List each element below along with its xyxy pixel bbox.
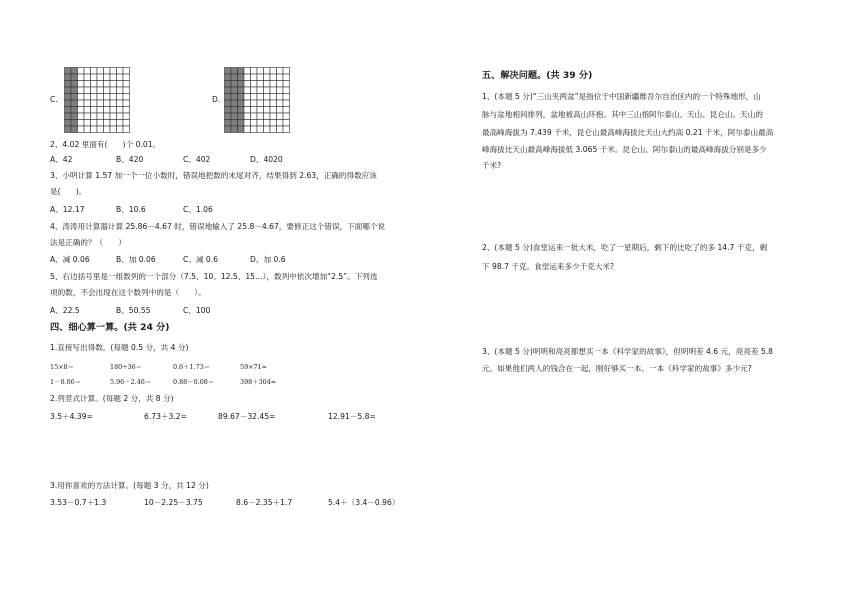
mental-math-item: 1－0.06＝ <box>50 378 82 386</box>
problem2-line: 下 98.7 千克。食堂运来多少千克大米? <box>482 262 615 271</box>
grid-cell <box>244 94 251 101</box>
section5-title: 五、解决问题。(共 39 分) <box>482 70 593 81</box>
grid-cell <box>117 87 124 94</box>
grid-cell <box>78 120 85 127</box>
grid-cell <box>104 87 111 94</box>
grid-cell <box>97 120 104 127</box>
grid-cell <box>257 120 264 127</box>
shaded-cell <box>225 94 232 101</box>
grid-cell <box>257 81 264 88</box>
shaded-cell <box>65 68 72 75</box>
grid-cell <box>110 81 117 88</box>
grid-cell <box>283 107 290 114</box>
grid-cell <box>283 94 290 101</box>
option-d-label: D. <box>212 95 221 104</box>
shaded-cell <box>71 107 78 114</box>
grid-cell <box>270 126 277 133</box>
q4-option-a: A、减 0.06 <box>50 255 90 264</box>
problem1-line: 千米? <box>482 161 502 170</box>
grid-cell <box>270 120 277 127</box>
grid-cell <box>110 68 117 75</box>
mental-math-item: 15×8＝ <box>50 363 74 371</box>
q4-stem-line2: 法是正确的？（ ） <box>50 238 126 247</box>
q3-option-c: C、1.06 <box>183 205 213 214</box>
shaded-cell <box>238 100 245 107</box>
grid-cell <box>78 68 85 75</box>
grid-cell <box>277 87 284 94</box>
q3-option-a: A、12.17 <box>50 205 85 214</box>
shaded-cell <box>225 68 232 75</box>
shaded-cell <box>225 74 232 81</box>
section4-part2-title: 2.列竖式计算。(每题 2 分，共 8 分) <box>50 394 174 403</box>
grid-cell <box>257 126 264 133</box>
grid-cell <box>104 68 111 75</box>
q2-option-b: B、420 <box>116 155 144 164</box>
grid-cell <box>97 87 104 94</box>
grid-cell <box>84 100 91 107</box>
q5-option-a: A、22.5 <box>50 306 80 315</box>
shaded-cell <box>231 126 238 133</box>
grid-cell <box>110 100 117 107</box>
grid-cell <box>264 100 271 107</box>
grid-cell <box>123 107 130 114</box>
grid-cell <box>78 113 85 120</box>
grid-cell <box>84 74 91 81</box>
shaded-cell <box>65 81 72 88</box>
grid-d-figure <box>224 67 290 133</box>
q5-option-b: B、50.55 <box>116 306 151 315</box>
grid-cell <box>264 113 271 120</box>
section4-part1-title: 1.直接写出得数。(每题 0.5 分，共 4 分) <box>50 343 189 352</box>
shaded-cell <box>65 100 72 107</box>
grid-cell <box>97 100 104 107</box>
grid-cell <box>244 120 251 127</box>
q4-stem-line1: 4、涛涛用计算器计算 25.86－4.67 时，错误地输入了 25.8－4.67，要修正这个错误，下面哪个说 <box>50 222 386 231</box>
grid-cell <box>123 81 130 88</box>
shaded-cell <box>231 74 238 81</box>
shaded-cell <box>231 94 238 101</box>
grid-cell <box>78 87 85 94</box>
grid-cell <box>277 120 284 127</box>
problem1-line: 峰海拔比天山最高峰海拔低 3.065 千米。昆仑山、阿尔泰山的最高峰海拔分别是多少 <box>482 145 767 154</box>
shaded-cell <box>238 87 245 94</box>
q3-stem-line2: 是( )。 <box>50 187 87 196</box>
grid-cell <box>91 120 98 127</box>
grid-cell <box>104 81 111 88</box>
grid-cell <box>277 94 284 101</box>
problem1-line: 脉与盆地相间排列，盆地被高山环抱。其中三山指阿尔泰山、天山、昆仑山。天山的 <box>482 110 763 119</box>
grid-cell <box>110 120 117 127</box>
shaded-cell <box>225 81 232 88</box>
grid-cell <box>117 107 124 114</box>
shaded-cell <box>225 107 232 114</box>
hundred-grid-d <box>224 67 290 133</box>
grid-cell <box>110 94 117 101</box>
grid-cell <box>270 107 277 114</box>
grid-cell <box>84 126 91 133</box>
shaded-cell <box>71 113 78 120</box>
grid-cell <box>117 94 124 101</box>
grid-cell <box>104 126 111 133</box>
shaded-cell <box>225 113 232 120</box>
grid-cell <box>84 120 91 127</box>
shaded-cell <box>225 87 232 94</box>
grid-cell <box>117 100 124 107</box>
grid-cell <box>117 68 124 75</box>
grid-cell <box>91 94 98 101</box>
q4-option-b: B、加 0.06 <box>116 255 156 264</box>
q5-option-c: C、100 <box>183 306 211 315</box>
grid-cell <box>251 87 258 94</box>
problem1-line: 1、(本题 5 分)“三山夹两盆”是指位于中国新疆维吾尔自治区内的一个特殊地形，山 <box>482 92 761 101</box>
grid-cell <box>84 81 91 88</box>
grid-cell <box>270 113 277 120</box>
grid-cell <box>257 74 264 81</box>
grid-cell <box>264 81 271 88</box>
grid-cell <box>78 94 85 101</box>
hundred-grid-c <box>64 67 130 133</box>
shaded-cell <box>238 120 245 127</box>
shaded-cell <box>225 100 232 107</box>
grid-cell <box>117 74 124 81</box>
grid-cell <box>123 87 130 94</box>
grid-cell <box>84 113 91 120</box>
grid-cell <box>277 113 284 120</box>
grid-cell <box>110 126 117 133</box>
grid-cell <box>97 68 104 75</box>
q2-option-a: A、42 <box>50 155 73 164</box>
grid-cell <box>123 100 130 107</box>
grid-cell <box>264 120 271 127</box>
shaded-cell <box>238 68 245 75</box>
flexible-calc-item: 5.4＋（3.4－0.96） <box>328 498 400 507</box>
grid-cell <box>110 113 117 120</box>
grid-cell <box>283 68 290 75</box>
shaded-cell <box>71 120 78 127</box>
shaded-cell <box>231 68 238 75</box>
flexible-calc-item: 8.6－2.35＋1.7 <box>236 498 293 507</box>
shaded-cell <box>238 107 245 114</box>
grid-cell <box>251 74 258 81</box>
grid-cell <box>264 107 271 114</box>
shaded-cell <box>65 113 72 120</box>
shaded-cell <box>231 87 238 94</box>
vertical-calc-item: 3.5＋4.39= <box>50 412 93 421</box>
grid-cell <box>97 113 104 120</box>
grid-cell <box>277 74 284 81</box>
grid-cell <box>283 126 290 133</box>
grid-cell <box>84 94 91 101</box>
grid-cell <box>270 74 277 81</box>
section4-part3-title: 3.用你喜欢的方法计算。(每题 3 分，共 12 分) <box>50 481 209 490</box>
grid-cell <box>91 87 98 94</box>
grid-cell <box>110 87 117 94</box>
shaded-cell <box>71 94 78 101</box>
grid-cell <box>270 87 277 94</box>
shaded-cell <box>65 107 72 114</box>
shaded-cell <box>225 120 232 127</box>
grid-cell <box>257 113 264 120</box>
grid-cell <box>264 126 271 133</box>
flexible-calc-item: 3.53－0.7＋1.3 <box>50 498 107 507</box>
grid-cell <box>270 81 277 88</box>
grid-cell <box>84 68 91 75</box>
grid-cell <box>123 94 130 101</box>
shaded-cell <box>238 113 245 120</box>
shaded-cell <box>71 74 78 81</box>
q3-stem-line1: 3、小明计算 1.57 加一个一位小数时，错误地把数的末尾对齐，结果得到 2.63，正确的得数应该 <box>50 171 377 180</box>
grid-cell <box>78 107 85 114</box>
grid-c-figure <box>64 67 130 133</box>
grid-cell <box>270 68 277 75</box>
grid-cell <box>244 87 251 94</box>
shaded-cell <box>71 68 78 75</box>
grid-cell <box>123 68 130 75</box>
grid-cell <box>277 68 284 75</box>
grid-cell <box>251 100 258 107</box>
grid-cell <box>123 74 130 81</box>
problem2-line: 2、(本题 5 分)食堂运来一批大米，吃了一星期后，剩下的比吃了的多 14.7 千克，剩 <box>482 243 768 252</box>
grid-cell <box>244 68 251 75</box>
grid-cell <box>123 113 130 120</box>
vertical-calc-item: 89.67－32.45= <box>218 412 276 421</box>
grid-cell <box>270 100 277 107</box>
grid-cell <box>104 113 111 120</box>
q5-stem-line2: 项的数，不会出现在这个数列中的是（ ）。 <box>50 288 206 297</box>
grid-cell <box>283 74 290 81</box>
shaded-cell <box>65 120 72 127</box>
grid-cell <box>244 107 251 114</box>
grid-cell <box>104 107 111 114</box>
grid-cell <box>78 74 85 81</box>
grid-cell <box>117 126 124 133</box>
grid-cell <box>104 94 111 101</box>
q2-stem: 2、4.02 里面有( )个 0.01。 <box>50 140 161 149</box>
grid-cell <box>257 68 264 75</box>
shaded-cell <box>231 100 238 107</box>
grid-cell <box>283 120 290 127</box>
grid-cell <box>84 87 91 94</box>
mental-math-item: 0.88－0.08＝ <box>173 378 215 386</box>
grid-cell <box>264 87 271 94</box>
mental-math-item: 0.6＋1.73＝ <box>173 363 211 371</box>
grid-cell <box>251 94 258 101</box>
grid-cell <box>251 107 258 114</box>
grid-cell <box>110 107 117 114</box>
shaded-cell <box>71 87 78 94</box>
shaded-cell <box>65 126 72 133</box>
grid-cell <box>117 113 124 120</box>
grid-cell <box>123 126 130 133</box>
grid-cell <box>244 126 251 133</box>
grid-cell <box>251 81 258 88</box>
grid-cell <box>97 107 104 114</box>
grid-cell <box>257 100 264 107</box>
grid-cell <box>117 81 124 88</box>
grid-cell <box>283 81 290 88</box>
grid-cell <box>104 74 111 81</box>
option-c-label: C. <box>50 95 58 104</box>
grid-cell <box>97 94 104 101</box>
grid-cell <box>244 100 251 107</box>
grid-cell <box>110 74 117 81</box>
shaded-cell <box>225 126 232 133</box>
grid-cell <box>117 120 124 127</box>
mental-math-item: 398＋304≈ <box>240 378 277 386</box>
grid-cell <box>91 68 98 75</box>
grid-cell <box>244 81 251 88</box>
grid-cell <box>97 81 104 88</box>
grid-cell <box>251 68 258 75</box>
grid-cell <box>264 94 271 101</box>
shaded-cell <box>71 100 78 107</box>
grid-cell <box>78 81 85 88</box>
grid-cell <box>91 113 98 120</box>
grid-cell <box>123 120 130 127</box>
grid-cell <box>283 87 290 94</box>
shaded-cell <box>231 81 238 88</box>
grid-cell <box>91 126 98 133</box>
grid-cell <box>264 74 271 81</box>
grid-cell <box>91 107 98 114</box>
grid-cell <box>257 94 264 101</box>
grid-cell <box>257 87 264 94</box>
grid-cell <box>277 107 284 114</box>
grid-cell <box>251 113 258 120</box>
grid-cell <box>264 68 271 75</box>
shaded-cell <box>71 126 78 133</box>
grid-cell <box>277 126 284 133</box>
shaded-cell <box>238 81 245 88</box>
vertical-calc-item: 6.73＋3.2= <box>144 412 187 421</box>
section4-title: 四、细心算一算。(共 24 分) <box>50 322 170 333</box>
grid-cell <box>91 81 98 88</box>
grid-cell <box>104 120 111 127</box>
grid-cell <box>244 74 251 81</box>
grid-cell <box>78 100 85 107</box>
shaded-cell <box>231 107 238 114</box>
mental-math-item: 59×71≈ <box>240 363 267 371</box>
grid-cell <box>277 81 284 88</box>
problem3-line: 元。如果他们两人的钱合在一起，刚好够买一本。一本《科学家的故事》多少元? <box>482 364 752 373</box>
q5-stem-line1: 5、右边括号里是一组数列的一个部分（7.5、10、12.5、15…），数列中依次增加“2.5”。下列选 <box>50 272 378 281</box>
shaded-cell <box>71 81 78 88</box>
shaded-cell <box>231 120 238 127</box>
problem3-line: 3、(本题 5 分)明明和亮亮都想买一本《科学家的故事》，但明明差 4.6 元，亮亮差 5.8 <box>482 347 774 356</box>
shaded-cell <box>238 94 245 101</box>
shaded-cell <box>231 113 238 120</box>
shaded-cell <box>65 87 72 94</box>
grid-cell <box>251 126 258 133</box>
grid-cell <box>84 107 91 114</box>
grid-cell <box>104 100 111 107</box>
q2-option-c: C、402 <box>183 155 211 164</box>
shaded-cell <box>238 74 245 81</box>
flexible-calc-item: 10－2.25－3.75 <box>144 498 203 507</box>
grid-cell <box>270 94 277 101</box>
grid-cell <box>91 100 98 107</box>
shaded-cell <box>65 74 72 81</box>
vertical-calc-item: 12.91－5.8= <box>328 412 376 421</box>
grid-cell <box>283 113 290 120</box>
grid-cell <box>283 100 290 107</box>
grid-cell <box>97 74 104 81</box>
grid-cell <box>91 74 98 81</box>
shaded-cell <box>65 94 72 101</box>
q4-option-d: D、加 0.6 <box>250 255 286 264</box>
q3-option-b: B、10.6 <box>116 205 146 214</box>
q2-option-d: D、4020 <box>250 155 283 164</box>
grid-cell <box>78 126 85 133</box>
grid-cell <box>251 120 258 127</box>
grid-cell <box>277 100 284 107</box>
grid-cell <box>244 113 251 120</box>
grid-cell <box>257 107 264 114</box>
mental-math-item: 5.96－2.46＝ <box>110 378 152 386</box>
problem1-line: 最高峰海拔为 7.439 千米，昆仑山最高峰海拔比天山大约高 0.21 千米，阿尔泰山最高 <box>482 128 774 137</box>
grid-cell <box>97 126 104 133</box>
mental-math-item: 180÷36＝ <box>110 363 143 371</box>
q4-option-c: C、减 0.6 <box>183 255 218 264</box>
shaded-cell <box>238 126 245 133</box>
